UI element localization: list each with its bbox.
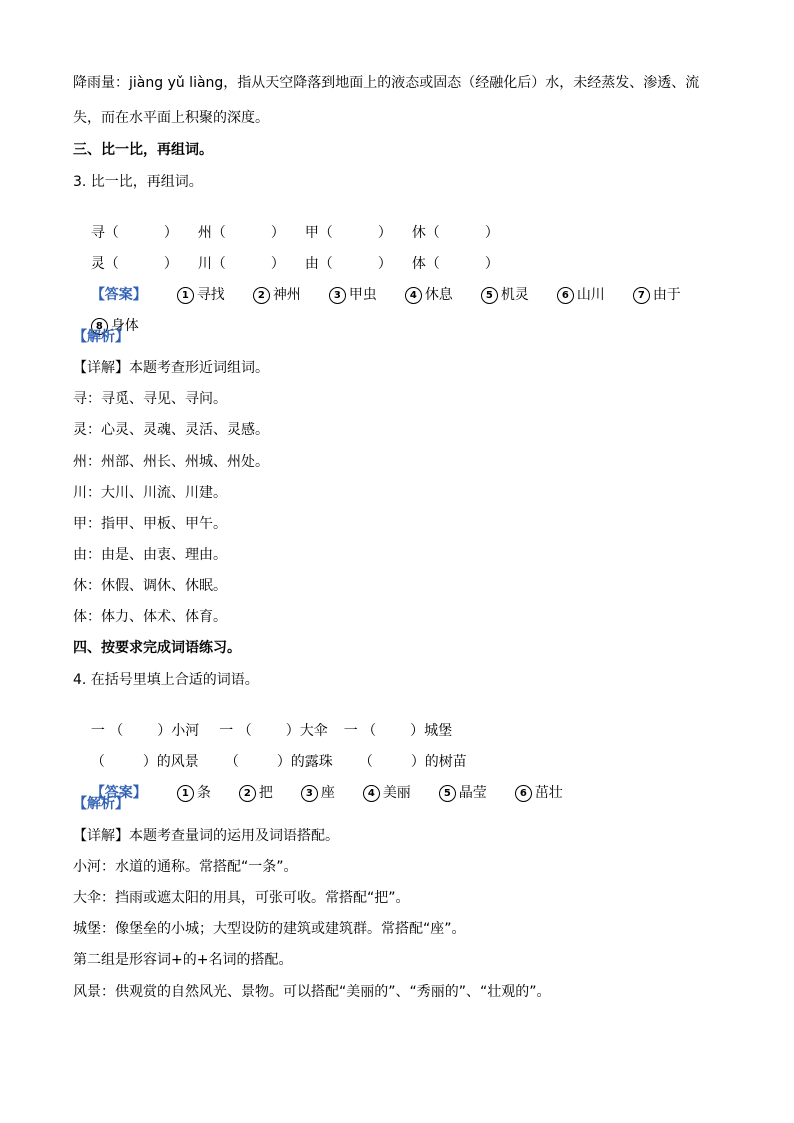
- blank-prefix: 体（: [411, 256, 440, 272]
- blank-prefix: 州（: [197, 225, 226, 241]
- blank-prefix: 一 （: [90, 723, 124, 739]
- explanation-item: 第二组是形容词+的+名词的搭配。: [73, 952, 293, 968]
- circled-number: 8: [91, 318, 108, 335]
- intro-line-2: 失，而在水平面上积聚的深度。: [73, 110, 269, 126]
- blank-suffix: ）的露珠: [276, 754, 333, 770]
- blank-prefix: 由（: [304, 256, 333, 272]
- circled-number: 2: [253, 287, 270, 304]
- answer-tag: 【答案】: [90, 785, 147, 801]
- circled-number: 6: [515, 785, 532, 802]
- circled-number: 5: [481, 287, 498, 304]
- blank-prefix: 灵（: [90, 256, 119, 272]
- blank-prefix: 休（: [411, 225, 440, 241]
- answer-word: 茁壮: [534, 785, 563, 801]
- question-4: 4. 在括号里填上合适的词语。: [73, 672, 259, 688]
- answer-word: 美丽: [382, 785, 411, 801]
- blank-suffix: ）大伞: [285, 723, 328, 739]
- intro-line-1: 降雨量：jiàng yǔ liàng，指从天空降落到地面上的液态或固态（经融化后）水，未经蒸发、渗透、流: [73, 75, 700, 91]
- explanation-item: 甲：指甲、甲板、甲午。: [73, 516, 227, 532]
- blank-suffix: ）: [270, 256, 285, 272]
- answer-word: 甲虫: [348, 287, 377, 303]
- analysis-tag: 【解析】: [73, 796, 129, 812]
- circled-number: 2: [239, 785, 256, 802]
- blank-prefix: （: [90, 754, 105, 770]
- blank-prefix: 一 （: [219, 723, 252, 739]
- question-3: 3. 比一比，再组词。: [73, 174, 203, 190]
- blank-prefix: （: [224, 754, 239, 770]
- answer-3-line-1: [73, 265, 681, 325]
- explanation-item: 小河：水道的通称。常搭配“一条”。: [73, 859, 298, 875]
- answer-word: 晶莹: [458, 785, 487, 801]
- section-3-heading: 三、比一比，再组词。: [73, 142, 213, 158]
- blank-prefix: 甲（: [304, 225, 333, 241]
- explanation-item: 川：大川、川流、川建。: [73, 485, 227, 501]
- answer-word: 机灵: [500, 287, 529, 303]
- detail-line: 【详解】本题考查量词的运用及词语搭配。: [73, 828, 339, 844]
- circled-number: 1: [177, 785, 194, 802]
- answer-word: 寻找: [196, 287, 225, 303]
- blank-prefix: 寻（: [90, 225, 119, 241]
- detail-line: 【详解】本题考查形近词组词。: [73, 360, 269, 376]
- answer-tag: 【答案】: [90, 287, 147, 303]
- explanation-item: 休：休假、调休、休眠。: [73, 578, 227, 594]
- explanation-item: 体：体力、体术、体育。: [73, 609, 227, 625]
- circled-number: 4: [405, 287, 422, 304]
- answer-word: 把: [258, 785, 273, 801]
- blank-suffix: ）的风景: [142, 754, 199, 770]
- answer-word: 由于: [652, 287, 681, 303]
- answer-word: 条: [196, 785, 211, 801]
- circled-number: 3: [329, 287, 346, 304]
- explanation-item: 风景：供观赏的自然风光、景物。可以搭配“美丽的”、“秀丽的”、“壮观的”。: [73, 984, 551, 1000]
- circled-number: 5: [439, 785, 456, 802]
- blank-prefix: 一 （: [343, 723, 377, 739]
- explanation-item: 寻：寻觅、寻见、寻问。: [73, 391, 227, 407]
- answer-word: 座: [320, 785, 335, 801]
- blank-suffix: ）的树苗: [410, 754, 467, 770]
- blank-suffix: ）: [270, 225, 285, 241]
- circled-number: 7: [633, 287, 650, 304]
- section-4-heading: 四、按要求完成词语练习。: [73, 640, 241, 656]
- answer-word: 山川: [576, 287, 605, 303]
- blank-suffix: ）: [163, 225, 178, 241]
- explanation-item: 大伞：挡雨或遮太阳的用具，可张可收。常搭配“把”。: [73, 890, 410, 906]
- circled-number: 6: [557, 287, 574, 304]
- explanation-item: 由：由是、由衷、理由。: [73, 547, 227, 563]
- analysis-tag: 【解析】: [73, 329, 129, 345]
- explanation-item: 城堡：像堡垒的小城；大型设防的建筑或建筑群。常搭配“座”。: [73, 921, 466, 937]
- circled-number: 1: [177, 287, 194, 304]
- answer-3-line-2: [73, 296, 139, 356]
- answer-word: 身体: [110, 318, 139, 334]
- blank-suffix: ）: [163, 256, 178, 272]
- answer-4-line: [73, 763, 563, 823]
- circled-number: 4: [363, 785, 380, 802]
- blank-prefix: （: [358, 754, 373, 770]
- blank-suffix: ）城堡: [410, 723, 453, 739]
- answer-word: 神州: [272, 287, 301, 303]
- answer-word: 休息: [424, 287, 453, 303]
- blank-suffix: ）: [484, 256, 499, 272]
- blank-suffix: ）: [484, 225, 499, 241]
- blank-suffix: ）: [377, 256, 392, 272]
- explanation-item: 灵：心灵、灵魂、灵活、灵感。: [73, 422, 269, 438]
- blank-suffix: ）小河: [157, 723, 200, 739]
- explanation-item: 州：州部、州长、州城、州处。: [73, 454, 269, 470]
- circled-number: 3: [301, 785, 318, 802]
- blank-suffix: ）: [377, 225, 392, 241]
- blank-prefix: 川（: [197, 256, 226, 272]
